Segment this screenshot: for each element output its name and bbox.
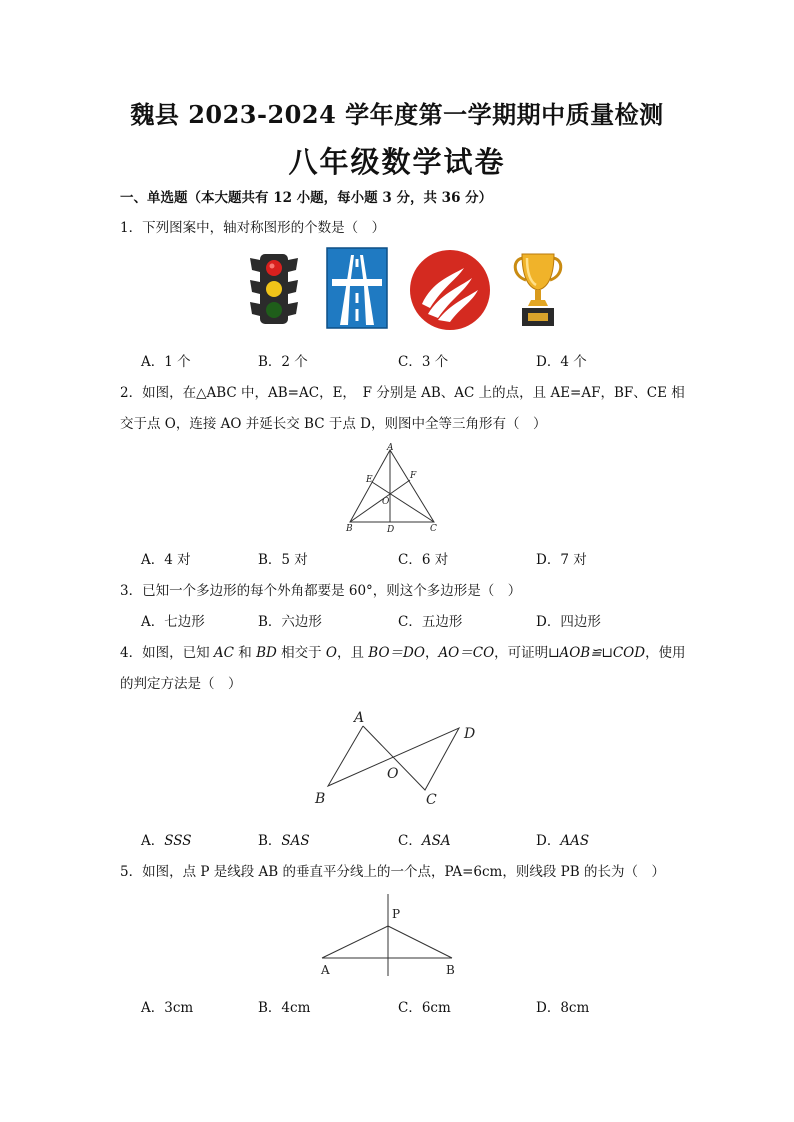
q4-text-3: 相交于 bbox=[276, 645, 326, 661]
option-prefix: C． bbox=[398, 833, 422, 849]
option-prefix: B． bbox=[258, 833, 282, 849]
question-3-option-a[interactable]: A．七边形 bbox=[141, 614, 205, 630]
q4-bd: BD bbox=[256, 645, 277, 661]
option-value: ASA bbox=[421, 833, 451, 849]
label-b: B bbox=[346, 524, 353, 534]
label-o: O bbox=[382, 497, 390, 507]
question-5-option-a[interactable]: A．3cm bbox=[141, 1000, 194, 1016]
question-1-option-a[interactable]: A．1 个 bbox=[141, 354, 191, 370]
label-a: A bbox=[354, 710, 365, 726]
question-2-option-c[interactable]: C．6 对 bbox=[398, 552, 449, 568]
question-4-option-b[interactable] bbox=[258, 829, 310, 849]
label-a: A bbox=[387, 443, 394, 453]
question-5-option-c[interactable]: C．6cm bbox=[398, 1000, 451, 1016]
q4-text-1: 4．如图，已知 bbox=[120, 645, 214, 661]
section-heading: 一、单选题（本大题共有 12 小题，每小题 3 分，共 36 分） bbox=[120, 190, 493, 206]
question-2-stem-line1: 2．如图，在△ABC 中，AB=AC，E， F 分别是 AB、AC 上的点，且 AE=AF，BF、CE 相 bbox=[120, 385, 685, 401]
label-o: O bbox=[387, 766, 399, 782]
label-f: F bbox=[410, 471, 417, 481]
q4-text-2: 和 bbox=[233, 645, 257, 661]
question-1-option-d[interactable]: D．4 个 bbox=[536, 354, 587, 370]
question-2-stem-line2: 交于点 O，连接 AO 并延长交 BC 于点 D，则图中全等三角形有（ ） bbox=[120, 416, 547, 432]
label-b: B bbox=[446, 963, 455, 977]
q4-ac: AC bbox=[213, 645, 234, 661]
label-d: D bbox=[464, 726, 476, 742]
question-3-option-c[interactable]: C．五边形 bbox=[398, 614, 463, 630]
exam-title: 魏县 2023-2024 学年度第一学期期中质量检测 bbox=[130, 100, 664, 129]
question-1-option-b[interactable]: B．2 个 bbox=[258, 354, 308, 370]
q4-o: O bbox=[325, 645, 337, 661]
q4-eq1: BO＝DO bbox=[368, 645, 425, 661]
question-2-option-a[interactable]: A．4 对 bbox=[141, 552, 191, 568]
label-d: D bbox=[387, 525, 395, 534]
question-5-option-d[interactable]: D．8cm bbox=[536, 1000, 590, 1016]
question-2-option-b[interactable]: B．5 对 bbox=[258, 552, 308, 568]
option-prefix: D． bbox=[536, 833, 561, 849]
label-b: B bbox=[315, 791, 326, 807]
question-3-stem: 3．已知一个多边形的每个外角都要是 60°，则这个多边形是（ ） bbox=[120, 583, 522, 599]
q4-eq2: AO＝CO bbox=[438, 645, 495, 661]
question-4-option-c[interactable] bbox=[398, 829, 451, 849]
question-1-option-c[interactable]: C．3 个 bbox=[398, 354, 449, 370]
label-e: E bbox=[366, 475, 373, 485]
question-5-bisector-figure bbox=[318, 892, 464, 980]
option-value: SSS bbox=[164, 833, 192, 849]
traffic-light-icon bbox=[248, 252, 300, 326]
question-5-stem: 5．如图，点 P 是线段 AB 的垂直平分线上的一个点，PA=6cm，则线段 PB 的长为（ ） bbox=[120, 864, 665, 880]
question-4-stem-line1 bbox=[120, 641, 686, 661]
question-1-stem: 1．下列图案中，轴对称图形的个数是（ ） bbox=[120, 220, 386, 236]
q4-text-5: ， bbox=[424, 645, 439, 661]
exam-subtitle: 八年级数学试卷 bbox=[288, 145, 506, 179]
option-prefix: A． bbox=[141, 833, 165, 849]
q4-text-7: ，使用 bbox=[645, 645, 686, 661]
question-4-option-a[interactable] bbox=[141, 829, 192, 849]
q4-congruence: ⊔AOB≌⊔COD bbox=[548, 645, 646, 661]
question-3-option-b[interactable]: B．六边形 bbox=[258, 614, 322, 630]
option-value: AAS bbox=[560, 833, 590, 849]
q4-text-4: ，且 bbox=[337, 645, 369, 661]
label-p: P bbox=[392, 907, 401, 921]
option-value: SAS bbox=[281, 833, 310, 849]
q4-text-6: ，可证明 bbox=[494, 645, 549, 661]
label-a: A bbox=[321, 963, 330, 977]
question-4-crossing-figure bbox=[308, 706, 488, 810]
question-3-option-d[interactable]: D．四边形 bbox=[536, 614, 601, 630]
highway-sign-icon bbox=[326, 247, 388, 329]
red-circle-logo-icon bbox=[408, 248, 492, 332]
question-2-triangle-figure bbox=[338, 442, 446, 534]
question-4-option-d[interactable] bbox=[536, 829, 589, 849]
label-c: C bbox=[426, 792, 437, 808]
question-4-stem-line2: 的判定方法是（ ） bbox=[120, 676, 242, 692]
trophy-icon bbox=[510, 250, 566, 330]
label-c: C bbox=[430, 524, 437, 534]
question-5-option-b[interactable]: B．4cm bbox=[258, 1000, 311, 1016]
question-2-option-d[interactable]: D．7 对 bbox=[536, 552, 587, 568]
